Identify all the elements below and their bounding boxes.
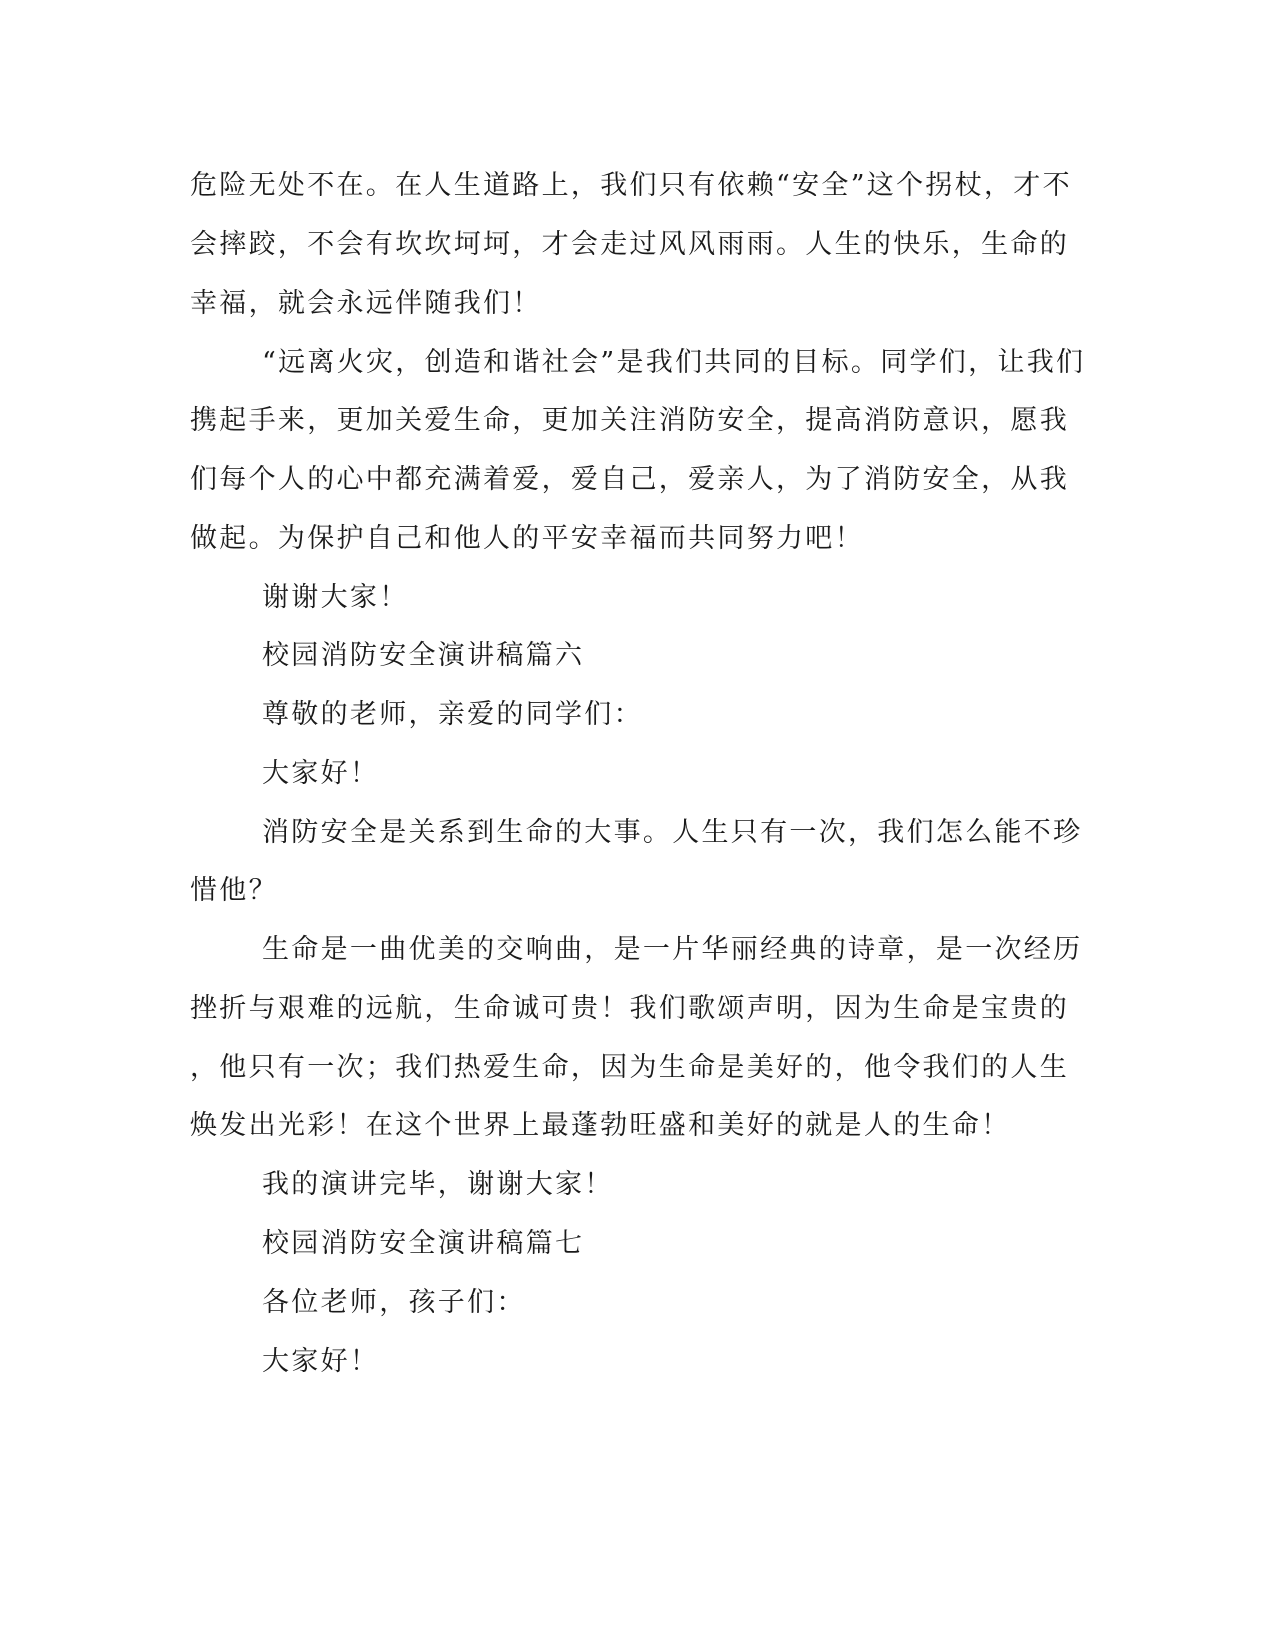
- salutation: 尊敬的老师，亲爱的同学们：: [262, 699, 643, 730]
- paragraph-line: 焕发出光彩！在这个世界上最蓬勃旺盛和美好的就是人的生命！: [190, 1110, 1011, 1141]
- section-heading: 校园消防安全演讲稿篇六: [262, 640, 585, 671]
- paragraph-line: 会摔跤，不会有坎坎坷坷，才会走过风风雨雨。人生的快乐，生命的: [190, 229, 1069, 260]
- paragraph-line: 消防安全是关系到生命的大事。人生只有一次，我们怎么能不珍: [262, 817, 1083, 848]
- paragraph-line: 们每个人的心中都充满着爱，爱自己，爱亲人，为了消防安全，从我: [190, 464, 1069, 495]
- paragraph-line: 挫折与艰难的远航，生命诚可贵！我们歌颂声明，因为生命是宝贵的: [190, 993, 1069, 1024]
- paragraph-line: 做起。为保护自己和他人的平安幸福而共同努力吧！: [190, 523, 864, 554]
- paragraph-line: 生命是一曲优美的交响曲，是一片华丽经典的诗章，是一次经历: [262, 934, 1083, 965]
- paragraph-line: “远离火灾，创造和谐社会”是我们共同的目标。同学们，让我们: [262, 347, 1086, 378]
- greeting: 大家好！: [262, 758, 380, 789]
- paragraph-line: 危险无处不在。在人生道路上，我们只有依赖“安全”这个拐杖，才不: [190, 170, 1072, 201]
- salutation: 各位老师，孩子们：: [262, 1287, 526, 1318]
- paragraph-line: 携起手来，更加关爱生命，更加关注消防安全，提高消防意识，愿我: [190, 405, 1069, 436]
- closing-line: 我的演讲完毕，谢谢大家！: [262, 1169, 614, 1200]
- paragraph-line: 幸福，就会永远伴随我们！: [190, 288, 542, 319]
- section-heading: 校园消防安全演讲稿篇七: [262, 1228, 585, 1259]
- greeting: 大家好！: [262, 1346, 380, 1377]
- paragraph-line: 惜他？: [190, 875, 278, 906]
- paragraph-line: 谢谢大家！: [262, 582, 409, 613]
- paragraph-line: ，他只有一次；我们热爱生命，因为生命是美好的，他令我们的人生: [190, 1052, 1069, 1083]
